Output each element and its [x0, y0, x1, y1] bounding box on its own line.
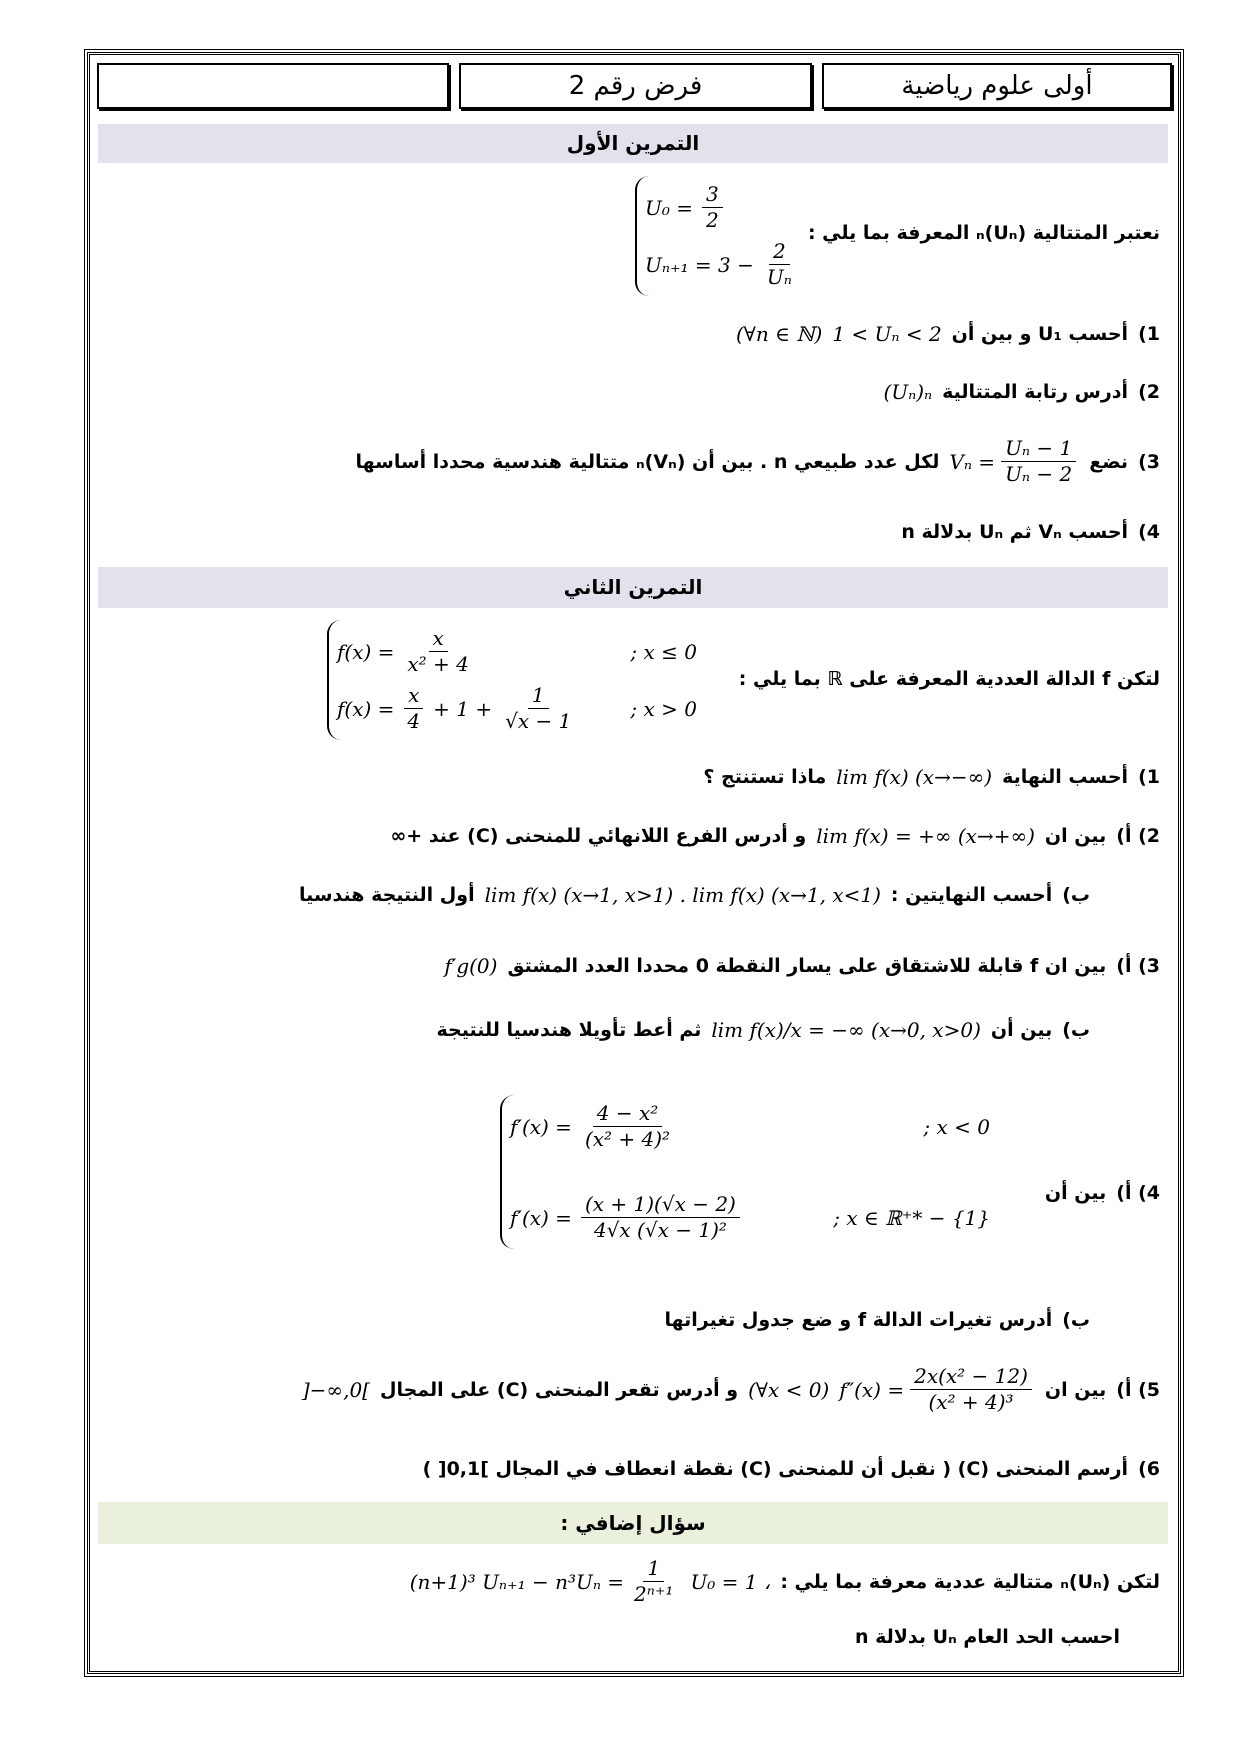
den: 4: [407, 709, 421, 733]
cond: ; x > 0: [630, 696, 697, 721]
math: f′g(0): [444, 954, 498, 978]
den: 2ⁿ⁺¹: [634, 1582, 674, 1606]
text: بين ان f قابلة للاشتقاق على يسار النقطة 0 محددا العدد المشتق: [507, 955, 1107, 977]
text: و أدرس الفرع اللانهائي للمنحنى (C) عند +∞: [390, 825, 807, 847]
cond: ; x ∈ ℝ⁺* − {1}: [833, 1205, 990, 1230]
num: 3) أ): [1116, 955, 1160, 977]
text: أرسم المنحنى (C) ( نقبل أن للمنحنى (C) نقطة انعطاف في المجال ]0,1[ ): [422, 1458, 1129, 1480]
math: 1 < Uₙ < 2: [832, 322, 942, 346]
den: (x² + 4)²: [584, 1127, 671, 1151]
header-level: أولى علوم رياضية: [822, 63, 1172, 109]
eq: f(x) =: [337, 696, 395, 721]
math: (Uₙ)ₙ: [883, 380, 933, 404]
ex2-q6: [423, 1458, 1160, 1480]
cond: ; x ≤ 0: [630, 639, 697, 664]
num: Uₙ − 1: [1001, 436, 1076, 462]
num: 4): [1138, 521, 1160, 543]
num: 2): [1138, 381, 1160, 403]
ex2-q4b: [664, 1309, 1090, 1331]
header-blank-box: [97, 63, 449, 109]
text: ماذا تستنتج ؟: [703, 766, 827, 788]
ex1-system: [635, 176, 799, 296]
text: أحسب النهايتين :: [890, 884, 1053, 906]
num: (x + 1)(√x − 2): [581, 1192, 740, 1218]
ex2-q4a: [1045, 1182, 1160, 1204]
exercise1-title: التمرين الأول: [98, 124, 1168, 163]
text: و أدرس تقعر المنحنى (C) على المجال: [379, 1378, 739, 1401]
bonus-statement: [410, 1556, 1160, 1607]
cond: ; x < 0: [923, 1114, 990, 1139]
num: ب): [1062, 884, 1090, 906]
text: أحسب U₁ و بين أن: [951, 323, 1129, 345]
text: أدرس رتابة المتتالية: [942, 381, 1129, 403]
ex2-derivative-system: [500, 1095, 990, 1249]
num: ب): [1062, 1019, 1090, 1041]
ex2-q5: [302, 1364, 1160, 1415]
text: بين ان: [1044, 825, 1107, 847]
den: √x − 1: [505, 709, 572, 733]
ex2-system: [327, 620, 697, 740]
num: 1): [1138, 766, 1160, 788]
math: (∀x < 0): [748, 1377, 830, 1402]
ex1-q1: [736, 322, 1160, 346]
bonus-question-title: سؤال إضافي :: [98, 1502, 1168, 1544]
eq: f(x) =: [337, 639, 395, 664]
math: lim f(x) = +∞ (x→+∞): [816, 824, 1035, 848]
num: ب): [1062, 1309, 1090, 1331]
bonus-question: [855, 1626, 1120, 1648]
text: لكل عدد طبيعي n . بين أن (Vₙ)ₙ متتالية هندسية محددا أساسها: [355, 450, 940, 473]
exercise2-title: التمرين الثاني: [98, 567, 1168, 608]
math: f″(x) =: [839, 1377, 905, 1402]
num: 6): [1138, 1458, 1160, 1480]
eq: f′(x) =: [510, 1205, 572, 1230]
text: نضع: [1089, 450, 1129, 473]
den: Uₙ − 2: [1005, 462, 1073, 486]
ex2-q3a: [444, 954, 1160, 978]
text: ثم أعط تأويلا هندسيا للنتيجة: [436, 1019, 702, 1041]
num: 1): [1138, 323, 1160, 345]
math: lim f(x) (x→1, x>1) . lim f(x) (x→1, x<1): [484, 883, 881, 907]
math: lim f(x) (x→−∞): [836, 765, 993, 789]
header-title: فرض رقم 2: [459, 63, 812, 109]
math: (∀n ∈ ℕ): [735, 322, 823, 346]
text: احسب الحد العام Uₙ بدلالة n: [854, 1626, 1120, 1648]
text: بين أن: [1044, 1182, 1107, 1204]
num: 4) أ): [1116, 1182, 1160, 1204]
page-frame: [87, 52, 1181, 1674]
num: 2: [769, 239, 790, 265]
ex1-q4: [901, 521, 1160, 543]
text: أول النتيجة هندسيا: [298, 884, 475, 906]
num: 3: [702, 182, 723, 208]
ex2-q2b: [299, 883, 1090, 907]
math: Vₙ =: [949, 449, 996, 474]
num: 3): [1138, 450, 1160, 473]
math: U₀ = 1 ،: [690, 1569, 771, 1594]
ex2-q3b: [437, 1018, 1090, 1042]
text: أحسب النهاية: [1002, 766, 1129, 788]
num: 2) أ): [1116, 825, 1160, 847]
num: 1: [528, 683, 549, 709]
math: lim f(x)/x = −∞ (x→0, x>0): [711, 1018, 981, 1042]
den: 2: [706, 208, 719, 232]
den: 4√x (√x − 1)²: [593, 1218, 727, 1242]
eq: + 1 +: [433, 696, 493, 721]
ex2-q2a: [390, 824, 1160, 848]
num: 2x(x² − 12): [910, 1364, 1032, 1390]
num: 4 − x²: [593, 1101, 663, 1127]
ex1-q3: [355, 436, 1160, 487]
num: x: [404, 683, 423, 709]
ex2-q1: [703, 765, 1160, 789]
num: x: [429, 626, 448, 652]
text: أدرس تغيرات الدالة f و ضع جدول تغيراتها: [664, 1309, 1053, 1331]
ex1-q2: [883, 380, 1160, 404]
den: (x² + 4)³: [928, 1390, 1014, 1414]
ex2-intro: [739, 668, 1160, 690]
text: نعتبر المتتالية (Uₙ)ₙ المعرفة بما يلي :: [807, 222, 1160, 244]
text: بين ان: [1044, 1378, 1107, 1401]
text: أحسب Vₙ ثم Uₙ بدلالة n: [901, 521, 1129, 543]
text: بين أن: [990, 1019, 1053, 1041]
math: ]−∞,0[: [301, 1377, 370, 1402]
eq: Uₙ₊₁ = 3 −: [645, 252, 754, 277]
eq: U₀ =: [645, 195, 693, 220]
eq: f′(x) =: [510, 1114, 572, 1139]
num: 5) أ): [1116, 1378, 1160, 1401]
math: (n+1)³ Uₙ₊₁ − n³Uₙ =: [409, 1569, 625, 1594]
text: لتكن f الدالة العددية المعرفة على ℝ بما يلي :: [738, 668, 1160, 690]
ex1-intro: [808, 222, 1160, 244]
den: Uₙ: [766, 265, 792, 289]
num: 1: [643, 1556, 664, 1582]
den: x² + 4: [407, 652, 469, 676]
text: لتكن (Uₙ)ₙ متتالية عددية معرفة بما يلي :: [780, 1570, 1160, 1593]
